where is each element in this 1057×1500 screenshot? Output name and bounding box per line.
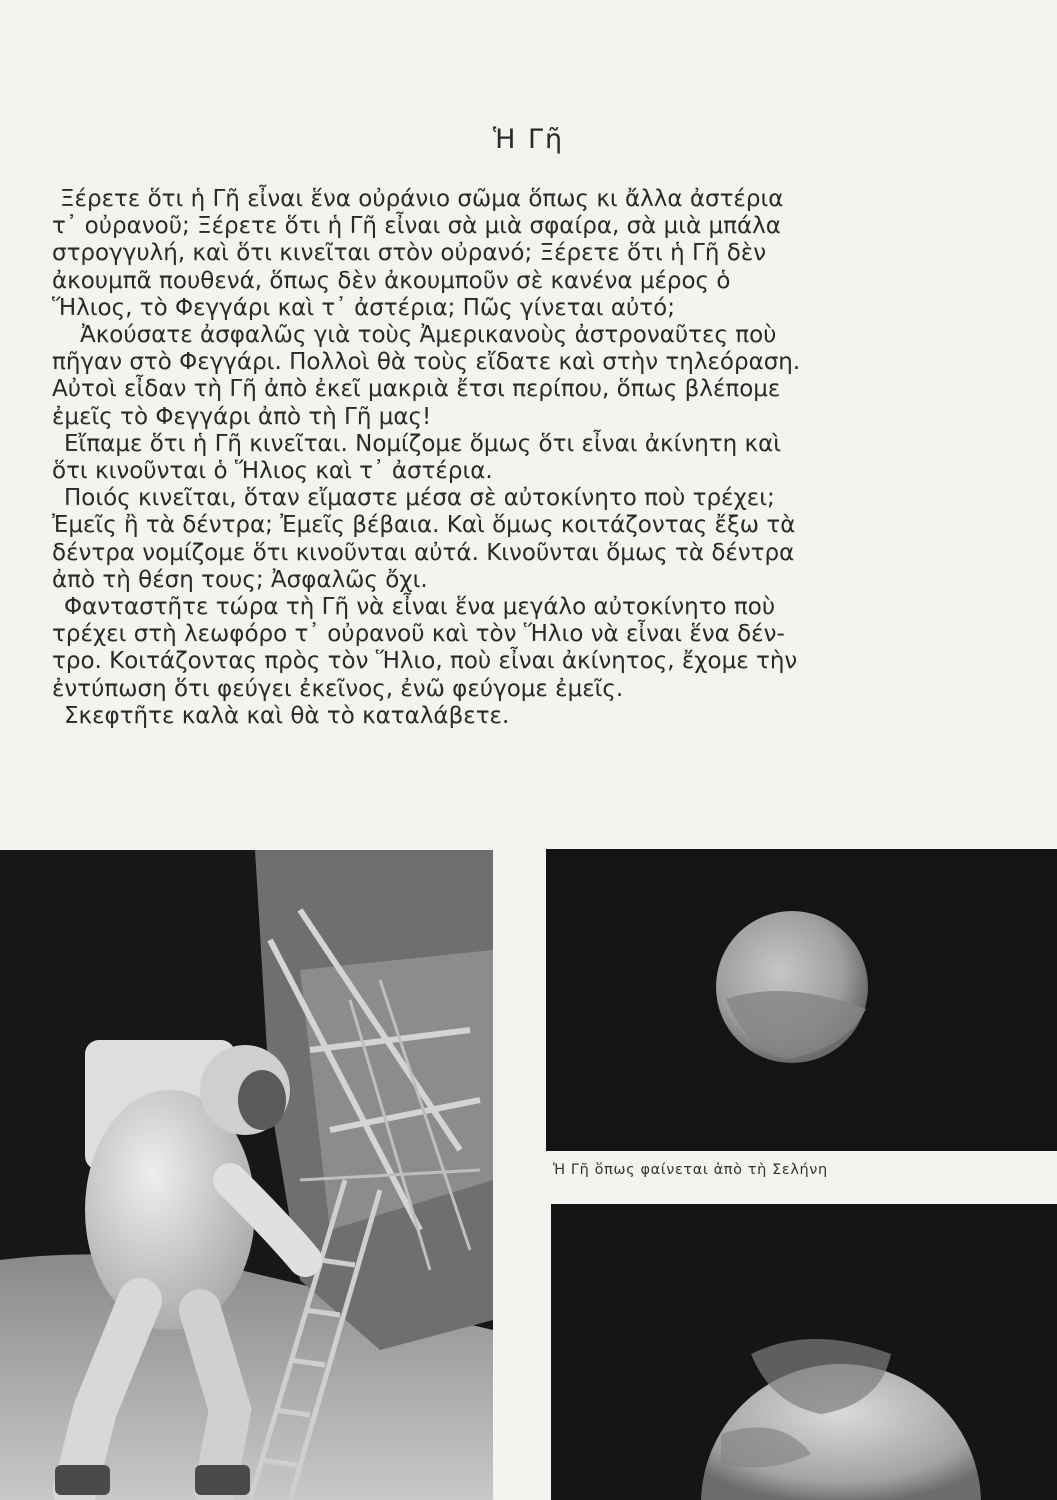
text-line: ἐμεῖς τὸ Φεγγάρι ἀπὸ τὴ Γῆ μας!: [52, 403, 432, 430]
photo-caption: Ἡ Γῆ ὅπως φαίνεται ἀπὸ τὴ Σελήνη: [553, 1162, 828, 1178]
text-line: ὅτι κινοῦνται ὁ Ἥλιος καὶ τ᾿ ἀστέρια.: [52, 458, 493, 485]
text-line: Αὐτοὶ εἶδαν τὴ Γῆ ἀπὸ ἐκεῖ μακριὰ ἔτσι περίπου, ὅπως βλέπομε: [52, 376, 781, 403]
text-line: Εἴπαμε ὅτι ἡ Γῆ κινεῖται. Νομίζομε ὅμως ὅτι εἶναι ἀκίνητη καὶ: [64, 430, 782, 457]
text-line: Ἐμεῖς ἢ τὰ δέντρα; Ἐμεῖς βέβαια. Καὶ ὅμως κοιτάζοντας ἔξω τὰ: [52, 512, 796, 539]
text-line: τρέχει στὴ λεωφόρο τ᾿ οὐρανοῦ καὶ τὸν Ἥλιο νὰ εἶναι ἕνα δέν-: [52, 621, 785, 648]
text-line: Ἥλιος, τὸ Φεγγάρι καὶ τ᾿ ἀστέρια; Πῶς γίνεται αὐτό;: [52, 294, 675, 321]
earth-photo-rise: [551, 1204, 1057, 1500]
text-line: Φανταστῆτε τώρα τὴ Γῆ νὰ εἶναι ἕνα μεγάλο αὐτοκίνητο ποὺ: [64, 594, 776, 621]
text-line: Ξέρετε ὅτι ἡ Γῆ εἶναι ἕνα οὐράνιο σῶμα ὅπως κι ἄλλα ἀστέρια: [60, 186, 784, 212]
text-line: στρογγυλή, καὶ ὅτι κινεῖται στὸν οὐρανό; Ξέρετε ὅτι ἡ Γῆ δὲν: [52, 240, 767, 267]
text-line: Ἀκούσατε ἀσφαλῶς γιὰ τοὺς Ἀμερικανοὺς ἀστροναῦτες ποὺ: [80, 322, 777, 349]
text-line: δέντρα νομίζομε ὅτι κινοῦνται αὐτά. Κινοῦνται ὅμως τὰ δέντρα: [52, 539, 795, 566]
text-line: τρο. Κοιτάζοντας πρὸς τὸν Ἥλιο, ποὺ εἶναι ἀκίνητος, ἔχομε τὴν: [52, 648, 798, 675]
text-line: ἀπὸ τὴ θέση τους; Ἀσφαλῶς ὄχι.: [52, 566, 428, 593]
text-line: πῆγαν στὸ Φεγγάρι. Πολλοὶ θὰ τοὺς εἴδατε καὶ στὴν τηλεόραση.: [52, 349, 801, 376]
text-line: ἀκουμπᾶ πουθενά, ὅπως δὲν ἀκουμποῦν σὲ κανένα μέρος ὁ: [52, 267, 731, 294]
earth-photo-full: [546, 849, 1057, 1151]
text-line: τ᾿ οὐρανοῦ; Ξέρετε ὅτι ἡ Γῆ εἶναι σὰ μιὰ σφαίρα, σὰ μιὰ μπάλα: [52, 213, 781, 240]
page-title: Ἡ Γῆ: [492, 124, 565, 155]
text-line: Ποιός κινεῖται, ὅταν εἴμαστε μέσα σὲ αὐτοκίνητο ποὺ τρέχει;: [64, 485, 775, 512]
body-text: [52, 186, 932, 730]
text-line: Σκεφτῆτε καλὰ καὶ θὰ τὸ καταλάβετε.: [64, 702, 510, 729]
astronaut-photo: [0, 850, 493, 1500]
text-line: ἐντύπωση ὅτι φεύγει ἐκεῖνος, ἐνῶ φεύγομε ἐμεῖς.: [52, 675, 624, 702]
